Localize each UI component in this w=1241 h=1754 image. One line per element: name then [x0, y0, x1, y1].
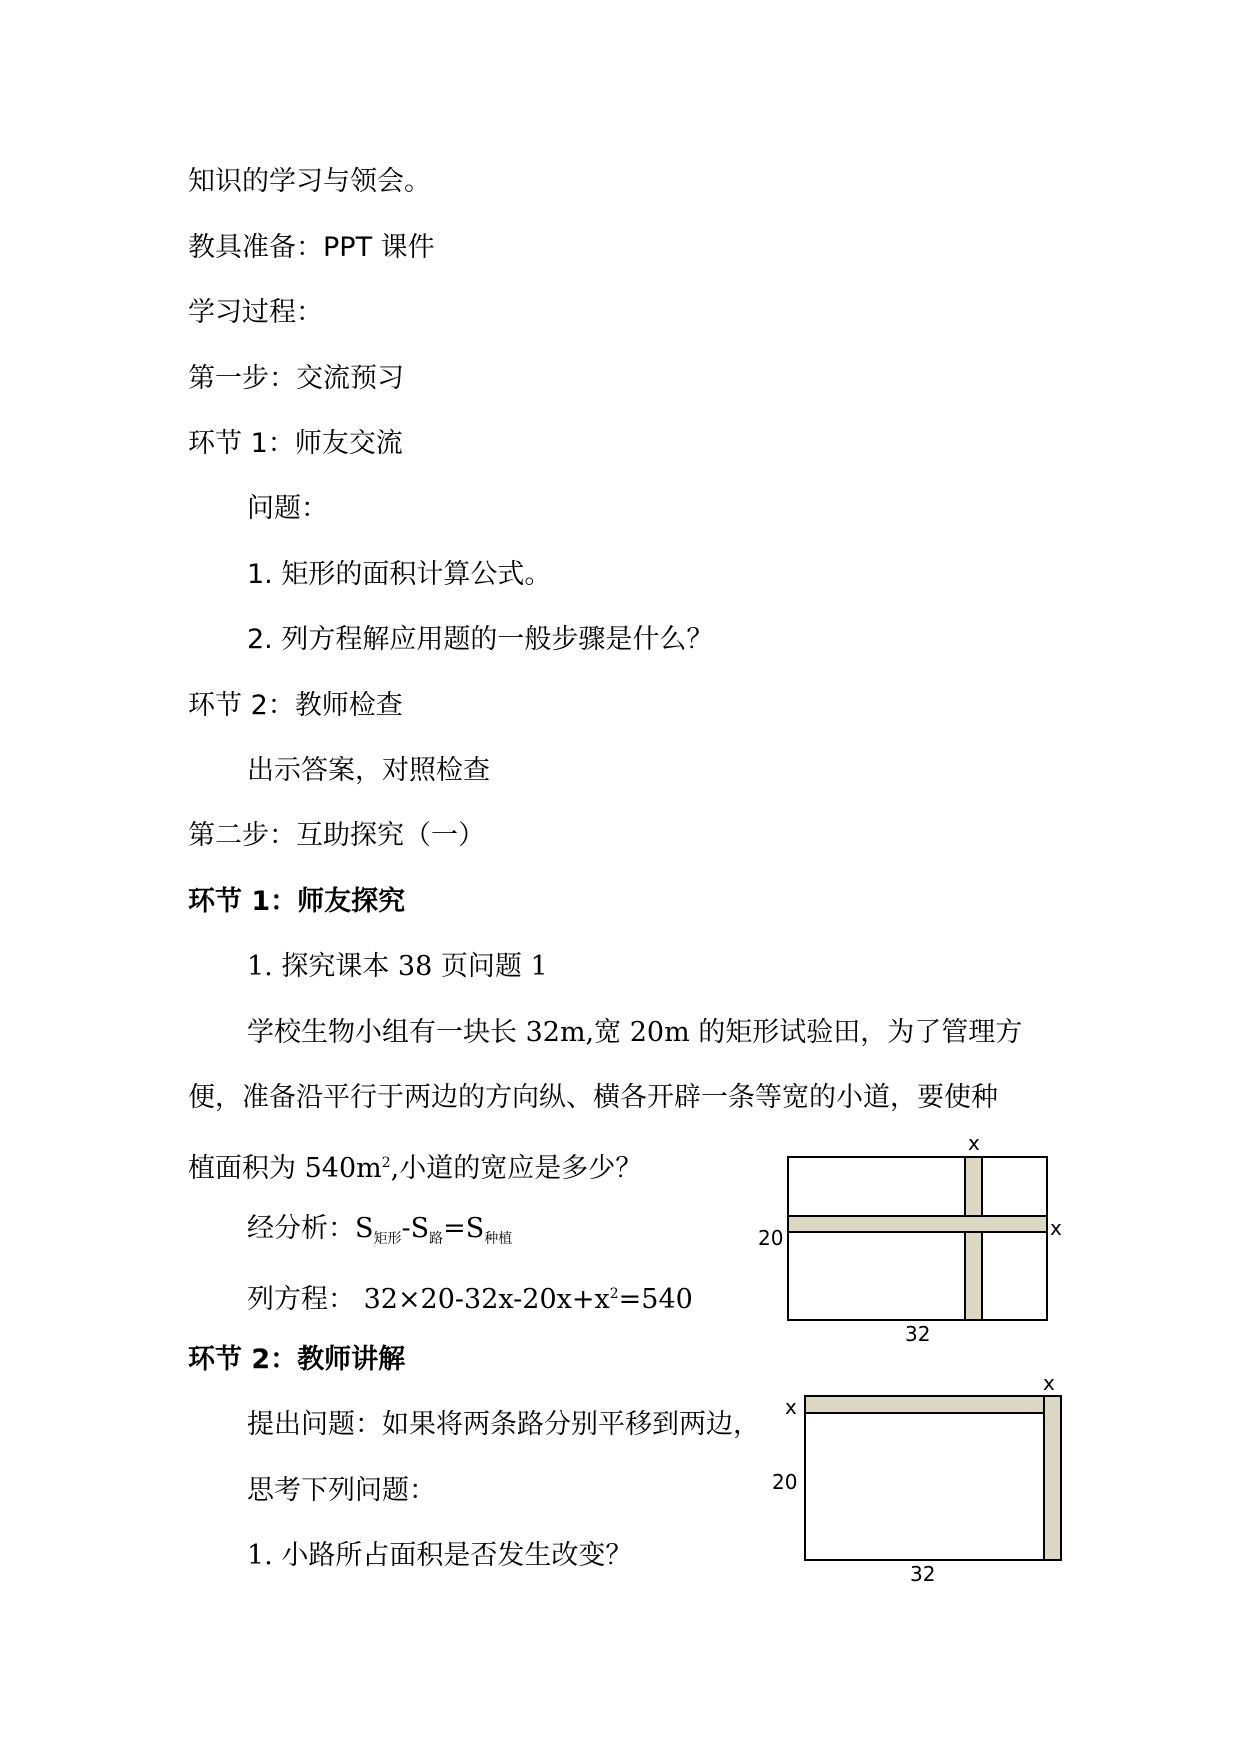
- label-right-x: x: [1050, 1216, 1062, 1240]
- right-road: [1044, 1396, 1061, 1560]
- stage-heading: 环节 1：师友交流: [188, 428, 403, 459]
- subscript: 矩形: [373, 1231, 402, 1247]
- text-line: 知识的学习与领会。: [188, 166, 431, 197]
- analysis-part: =S: [443, 1213, 485, 1244]
- problem-text: 学校生物小组有一块长 32m,宽 20m 的矩形试验田，为了管理方: [247, 1017, 1023, 1048]
- equation-part: =540: [618, 1284, 693, 1315]
- equation-part: 列方程： 32×20-32x-20x+x: [247, 1284, 610, 1315]
- text-line: 提出问题：如果将两条路分别平移到两边，: [247, 1409, 760, 1440]
- problem-text-part: 植面积为 540m: [188, 1153, 382, 1184]
- subscript: 种植: [484, 1231, 513, 1247]
- field-rectangle: [805, 1396, 1061, 1560]
- label-top-right-x: x: [1043, 1371, 1055, 1395]
- label-top-left-x: x: [785, 1395, 797, 1419]
- problem-text: 便，准备沿平行于两边的方向纵、横各开辟一条等宽的小道，要使种: [188, 1082, 998, 1113]
- label-width-20: 20: [772, 1470, 798, 1494]
- label-length-32: 32: [905, 1322, 931, 1346]
- exploration-item: 1. 探究课本 38 页问题 1: [247, 951, 548, 982]
- superscript: 2: [381, 1155, 391, 1171]
- section-heading: 学习过程：: [188, 297, 323, 328]
- analysis-part: -S: [401, 1213, 430, 1244]
- question-label: 问题：: [247, 493, 328, 524]
- analysis-part: 经分析：S: [247, 1213, 374, 1244]
- question-item: 1. 矩形的面积计算公式。: [247, 559, 552, 590]
- problem-text-part: ,小道的宽应是多少？: [390, 1153, 643, 1184]
- step-heading: 第二步：互助探究（一）: [188, 820, 485, 851]
- label-top-x: x: [968, 1131, 980, 1155]
- subscript: 路: [429, 1231, 444, 1247]
- stage-heading: 环节 2：教师讲解: [188, 1344, 406, 1375]
- text-line: 思考下列问题：: [247, 1475, 436, 1506]
- label-length-32: 32: [910, 1562, 936, 1586]
- superscript: 2: [609, 1286, 619, 1302]
- teaching-aids-line: 教具准备：PPT 课件: [188, 232, 435, 263]
- label-width-20: 20: [758, 1226, 784, 1250]
- text-line: 出示答案，对照检查: [247, 755, 490, 786]
- stage-heading: 环节 1：师友探究: [188, 886, 406, 917]
- question-item: 2. 列方程解应用题的一般步骤是什么？: [247, 624, 714, 655]
- top-road: [805, 1396, 1061, 1413]
- text-line: 1. 小路所占面积是否发生改变？: [247, 1540, 633, 1571]
- step-heading: 第一步：交流预习: [188, 363, 404, 394]
- stage-heading: 环节 2：教师检查: [188, 690, 403, 721]
